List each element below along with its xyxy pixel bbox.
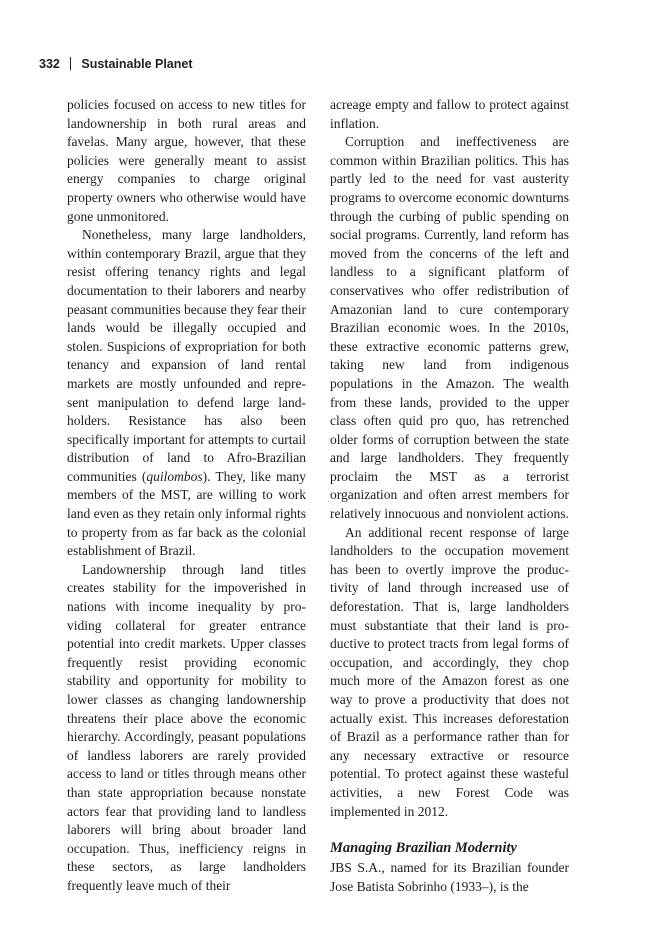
section-heading: Managing Brazilian Modernity [330,840,517,857]
right-column [330,96,569,896]
header-separator [70,57,72,70]
book-title: Sustainable Planet [81,57,193,71]
paragraph-text: ). They, like many members of the MST, are willing to work land even as they retain only informal rights to property from as far back as the colonial establishment of Brazil. [67,468,306,559]
running-head [39,57,193,71]
paragraph: An additional recent response of large landholders to the occupation movement has been to overtly improve the productivity of land through increased use of deforestation. That is, large landholders must substantiate that their land is productive to protect tracts from legal forms of occupation, and accordingly, they chop much more of the Amazon forest as one way to prove a productivity that does not actually exist. This increases deforestation of Brazil as a performance rather than for any necessary extractive or resource potential. To protect against these wasteful activities, a new Forest Code was implemented in 2012. [330,524,569,819]
paragraph: JBS S.A., named for its Brazilian founder Jose Batista Sobrinho (1933–), is the [330,860,569,894]
paragraph [67,226,306,561]
paragraph: Landownership through land titles creates stability for the impoverished in nations with income inequality by providing collateral for greater entrance potential into credit markets. Upper classes frequently resist providing economic stability and opportunity for mobility to lower classes as changing landownership threatens their place above the economic hierarchy. Accordingly, peasant populations of landless laborers are rarely provided access to land or titles through means other than state appropriation because nonstate actors fear that providing land to landless laborers will bring about broader land occupation. Thus, inefficiency reigns in these sectors, as large landholders frequently leave much of their [67,561,306,893]
paragraph-text: Nonetheless, many large landholders, within contemporary Brazil, argue that they resist offering tenancy rights and legal documentation to their laborers and nearby peasant communities because they fear their lands would be illegally occupied and stolen. Suspicions of expropriation for both tenancy and expansion of land rental markets are mostly unfounded and represent manipulation to defend large landholders. Resistance has also been specifically important for attempts to curtail distribution of land to Afro-Brazilian communities ( [67,227,306,484]
left-column [67,96,306,896]
paragraph: Corruption and ineffectiveness are common within Brazilian politics. This has partly led to the need for vast austerity programs to overcome economic downturns through the curbing of public spending on social programs. Currently, land reform has moved from the concerns of the left and landless to a significant platform of conservatives who offer redistribution of Amazonian land to cure contemporary Brazilian economic woes. In the 2010s, these extractive economic patterns grew, taking new land from indigenous populations in the Amazon. The wealth from these lands, provided to the upper class often quid pro quo, has retrenched older forms of corruption between the state and large landholders. They frequently proclaim the MST as a terrorist organization and often arrest members for relatively innocuous and nonviolent actions. [330,134,569,522]
page-number: 332 [39,57,60,71]
italic-term: quilombos [146,468,203,484]
paragraph: acreage empty and fallow to protect against inflation. [330,97,569,131]
paragraph: policies focused on access to new titles for landownership in both rural areas and favelas. Many argue, however, that these policies were generally meant to assist energy companies to charge original property owners who otherwise would have gone unmonitored. [67,97,306,224]
